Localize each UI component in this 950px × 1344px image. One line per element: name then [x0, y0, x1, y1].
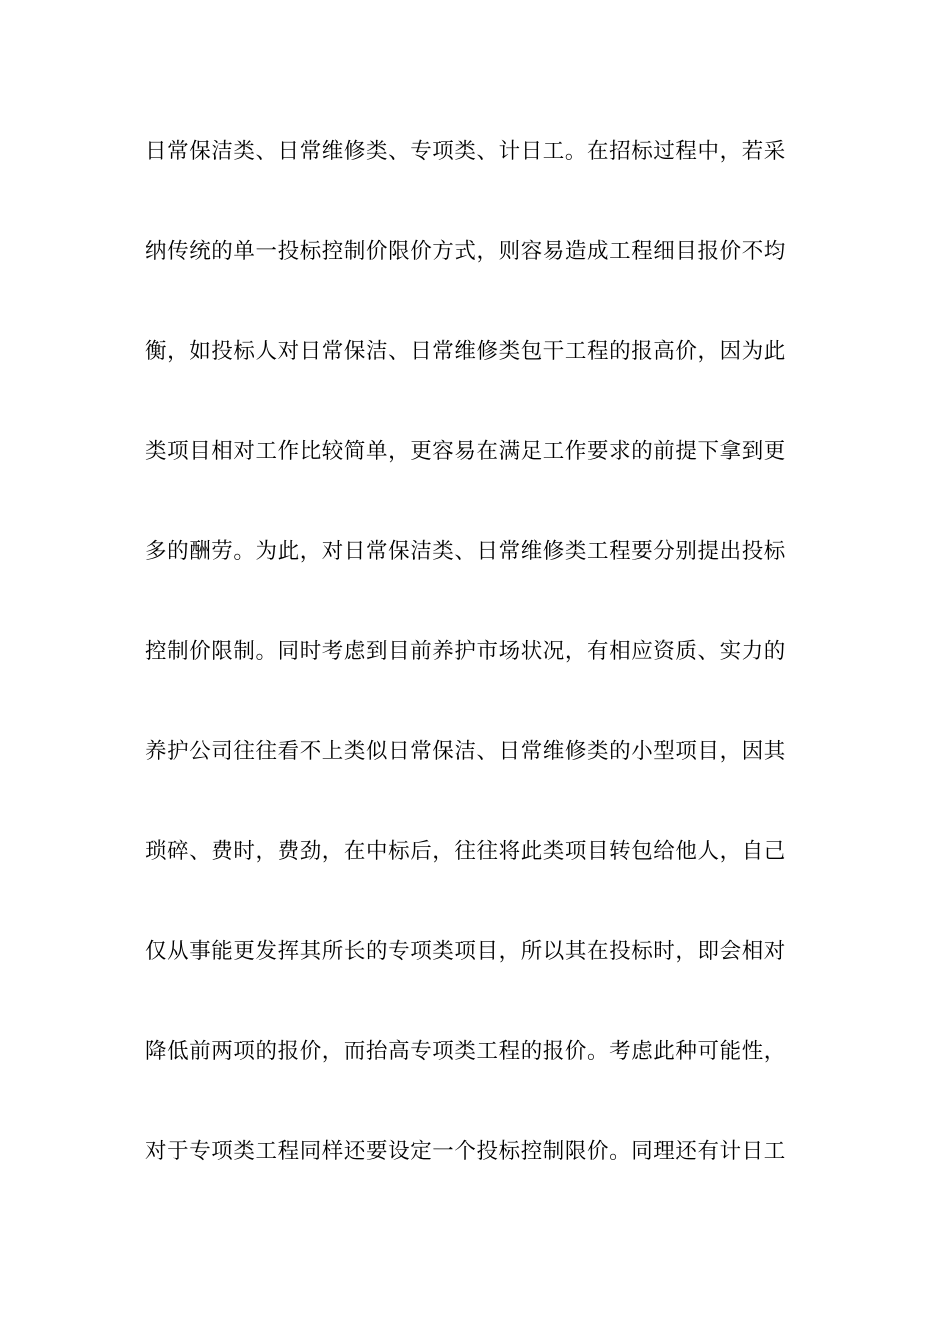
text-line: 降低前两项的报价，而抬高专项类工程的报价。考虑此种可能性， [145, 1039, 786, 1064]
text-line: 对于专项类工程同样还要设定一个投标控制限价。同理还有计日工 [145, 1139, 786, 1164]
text-line: 养护公司往往看不上类似日常保洁、日常维修类的小型项目，因其 [145, 739, 786, 764]
text-line: 日常保洁类、日常维修类、专项类、计日工。在招标过程中，若采 [145, 139, 786, 164]
text-line: 琐碎、费时，费劲，在中标后，往往将此类项目转包给他人，自己 [145, 839, 786, 864]
text-line: 多的酬劳。为此，对日常保洁类、日常维修类工程要分别提出投标 [145, 539, 786, 564]
text-line: 衡，如投标人对日常保洁、日常维修类包干工程的报高价，因为此 [145, 339, 786, 364]
text-line: 纳传统的单一投标控制价限价方式，则容易造成工程细目报价不均 [145, 239, 786, 264]
body-text [145, 126, 807, 1226]
text-line: 类项目相对工作比较简单，更容易在满足工作要求的前提下拿到更 [145, 439, 786, 464]
text-line: 控制价限制。同时考虑到目前养护市场状况，有相应资质、实力的 [145, 639, 786, 664]
text-line: 仅从事能更发挥其所长的专项类项目，所以其在投标时，即会相对 [145, 939, 786, 964]
